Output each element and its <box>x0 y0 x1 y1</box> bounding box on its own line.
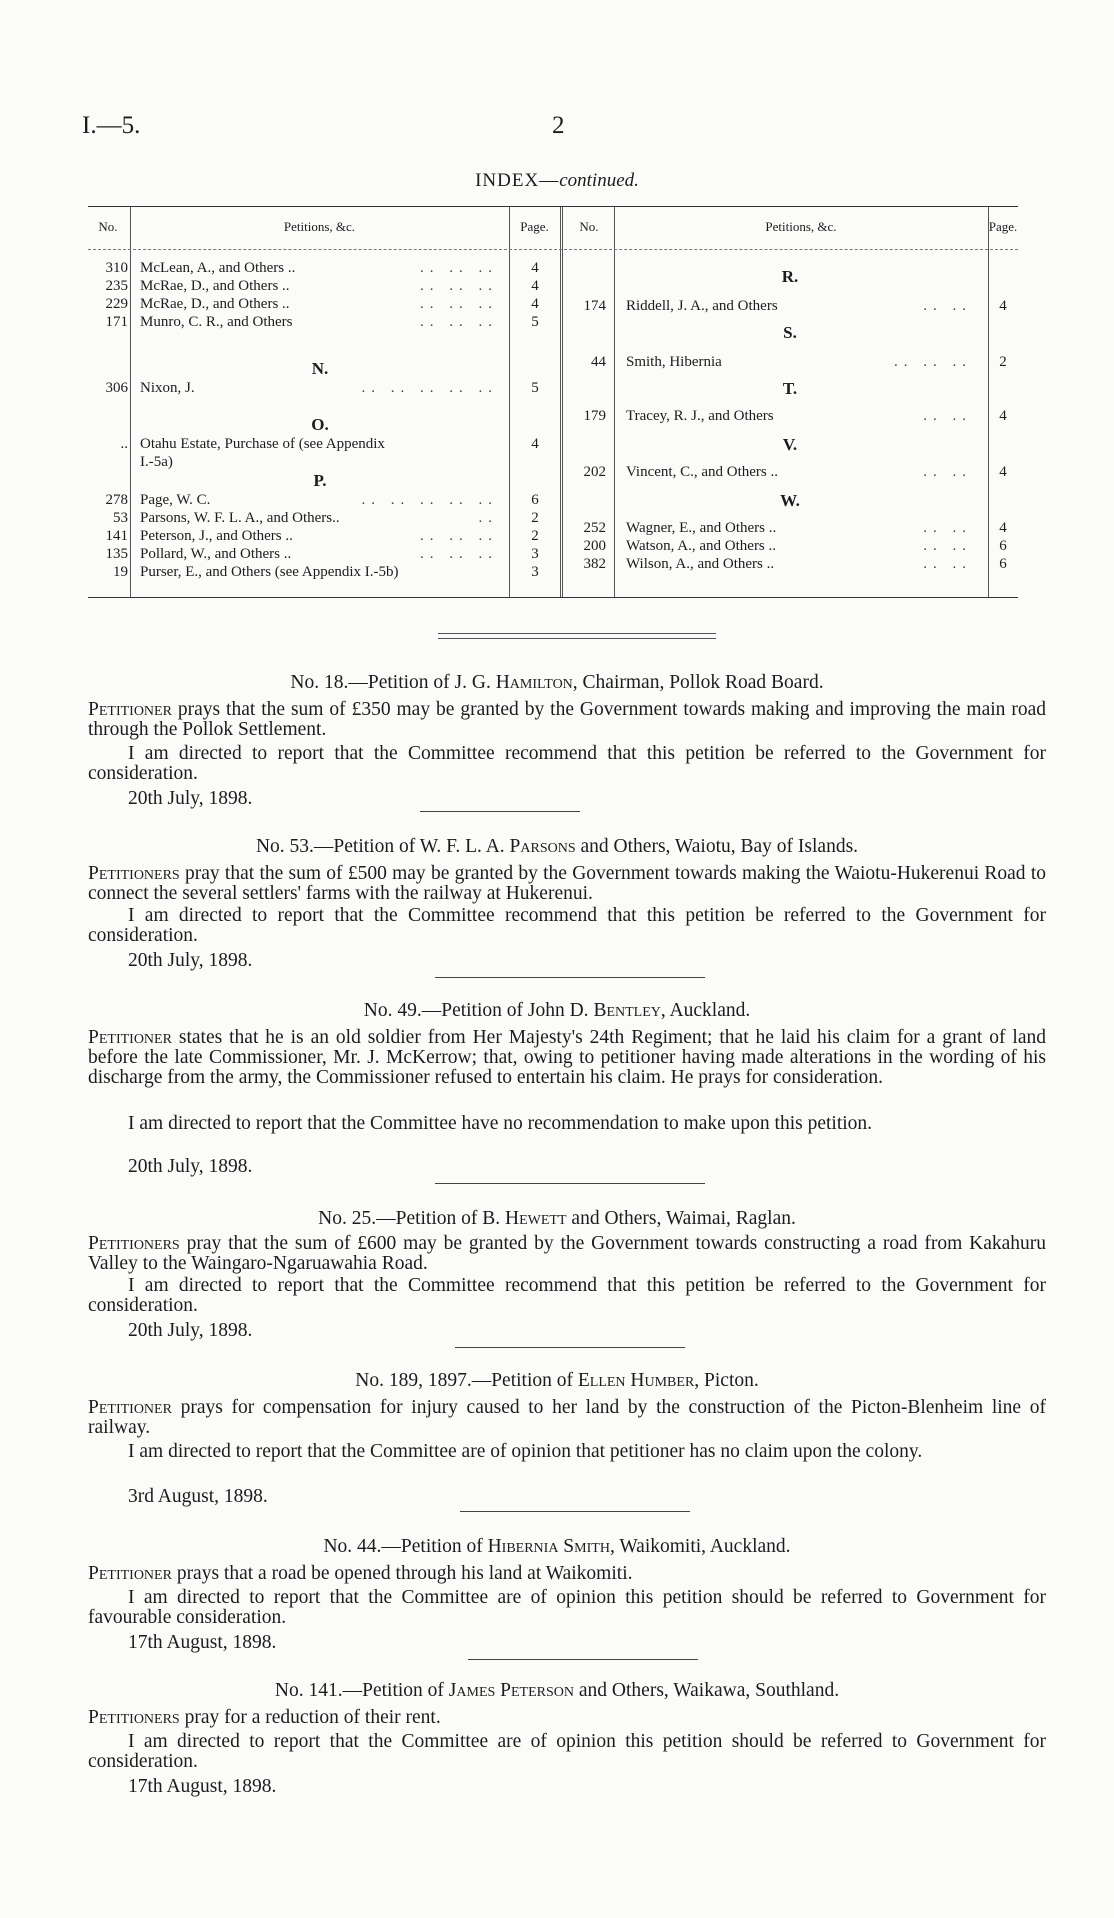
petition-name: Parsons, W. F. L. A., and Others.. <box>140 510 340 526</box>
leader-dots: .. .. .. .. .. <box>361 380 498 396</box>
leader-dots: .. .. .. <box>420 296 498 312</box>
petition-number: 310 <box>105 260 128 276</box>
leader-dots: .. .. .. <box>420 260 498 276</box>
page-ref: 5 <box>531 314 539 330</box>
petition-prayer: Petitioners pray that the sum of £500 may be granted by the Government towards making the Waiotu-Hukerenui Road to connect the several settlers' farms with the railway at Hukerenui. <box>88 863 1046 904</box>
index-row <box>88 491 1018 509</box>
petition-name: Wagner, E., and Others .. <box>626 520 777 536</box>
leader-dots: .. .. <box>923 520 972 536</box>
petition-title: No. 189, 1897.—Petition of Ellen Humber, Picton. <box>355 1370 759 1391</box>
petition-name: Purser, E., and Others (see Appendix I.-5b) <box>140 564 399 580</box>
petition-name: Smith, Hibernia <box>626 354 722 370</box>
index-row <box>88 277 1018 295</box>
petition-number: .. <box>120 436 128 452</box>
leader-dots: .. .. .. <box>420 528 498 544</box>
petition-name: Page, W. C. <box>140 492 211 508</box>
index-row <box>88 259 1018 277</box>
report-date: 20th July, 1898. <box>128 1156 253 1177</box>
petition-number: 171 <box>105 314 128 330</box>
petition-name: McRae, D., and Others .. <box>140 278 290 294</box>
report-date: 3rd August, 1898. <box>128 1486 268 1507</box>
index-row <box>88 407 1018 425</box>
leader-dots: .. .. .. <box>420 314 498 330</box>
committee-report: I am directed to report that the Committee are of opinion this petition should be referred to Government for favourable consideration. <box>88 1587 1046 1628</box>
index-row <box>88 313 1018 331</box>
petition-number: 19 <box>113 564 128 580</box>
leader-dots: .. .. <box>923 556 972 572</box>
index-letter: S. <box>783 323 797 342</box>
petition-name: Pollard, W., and Others .. <box>140 546 292 562</box>
page-ref: 3 <box>531 564 539 580</box>
petition-title: No. 18.—Petition of J. G. Hamilton, Chairman, Pollok Road Board. <box>290 672 824 693</box>
leader-dots: .. .. <box>923 538 972 554</box>
column-header-petitions: Petitions, &c. <box>765 219 837 234</box>
leader-dots: .. .. <box>923 408 972 424</box>
petition-title: No. 44.—Petition of Hibernia Smith, Waikomiti, Auckland. <box>323 1536 791 1557</box>
page-ref: 4 <box>999 298 1007 314</box>
page-ref: 6 <box>999 538 1007 554</box>
petition-number: 229 <box>105 296 128 312</box>
petition-name: Wilson, A., and Others .. <box>626 556 775 572</box>
index-letter: W. <box>780 491 800 510</box>
petition-name: Munro, C. R., and Others <box>140 314 293 330</box>
page-ref: 4 <box>531 296 539 312</box>
petition-prayer: Petitioner prays that a road be opened through his land at Waikomiti. <box>88 1563 633 1584</box>
petition-title: No. 141.—Petition of James Peterson and Others, Waikawa, Southland. <box>274 1680 840 1701</box>
petition-title: No. 49.—Petition of John D. Bentley, Auckland. <box>363 1000 751 1021</box>
page-ref: 3 <box>531 546 539 562</box>
leader-dots: .. <box>478 510 498 526</box>
index-row <box>88 555 1018 573</box>
index-letter: N. <box>311 359 329 378</box>
committee-report: I am directed to report that the Committee have no recommendation to make upon this petition. <box>128 1113 873 1134</box>
index-row <box>88 537 1018 555</box>
petition-number: 235 <box>105 278 128 294</box>
section-rule <box>468 1659 698 1660</box>
petition-name: Watson, A., and Others .. <box>626 538 777 554</box>
petition-prayer: Petitioners pray that the sum of £600 may be granted by the Government towards constructing a road from Kakahuru Valley to the Waingaro-Ngaruawahia Road. <box>88 1233 1046 1274</box>
leader-dots: .. .. <box>923 464 972 480</box>
document-id: I.—5. <box>82 112 141 139</box>
petition-name: McRae, D., and Others .. <box>140 296 290 312</box>
leader-dots: .. .. .. <box>420 278 498 294</box>
column-header-no: No. <box>579 219 599 234</box>
petition-number: 200 <box>583 538 606 554</box>
page-ref: 6 <box>531 492 539 508</box>
petition-prayer: Petitioner prays that the sum of £350 may be granted by the Government towards making and improving the main road through the Pollok Settlement. <box>88 699 1046 740</box>
section-rule <box>455 1347 685 1348</box>
index-row <box>88 435 1018 453</box>
report-date: 17th August, 1898. <box>128 1632 277 1653</box>
column-header-no: No. <box>98 219 118 234</box>
index-letter: P. <box>313 471 327 490</box>
index-row <box>88 297 1018 315</box>
petition-number: 252 <box>583 520 606 536</box>
column-header-page: Page. <box>520 219 549 234</box>
section-rule <box>435 1183 705 1184</box>
leader-dots: .. .. <box>923 298 972 314</box>
index-row <box>88 353 1018 371</box>
report-date: 20th July, 1898. <box>128 1320 253 1341</box>
petition-name: Riddell, J. A., and Others <box>626 298 778 314</box>
page-ref: 2 <box>531 510 539 526</box>
index-letter: O. <box>311 415 329 434</box>
section-divider <box>438 633 716 639</box>
index-letter: V. <box>782 435 798 454</box>
petition-name: McLean, A., and Others .. <box>140 260 296 276</box>
index-table <box>88 206 1018 598</box>
petition-name: I.-5a) <box>140 454 173 470</box>
page-ref: 4 <box>999 464 1007 480</box>
index-title: INDEX—continued. <box>475 170 639 191</box>
section-rule <box>460 1511 690 1512</box>
page-number: 2 <box>552 112 565 139</box>
page-ref: 2 <box>999 354 1007 370</box>
committee-report: I am directed to report that the Committee are of opinion this petition should be referred to Government for consideration. <box>88 1731 1046 1772</box>
report-date: 17th August, 1898. <box>128 1776 277 1797</box>
petition-number: 53 <box>113 510 128 526</box>
leader-dots: .. .. .. .. .. <box>361 492 498 508</box>
leader-dots: .. .. .. <box>894 354 972 370</box>
petition-number: 306 <box>105 380 128 396</box>
index-row <box>88 463 1018 481</box>
index-letter: R. <box>781 267 799 286</box>
petition-title: No. 53.—Petition of W. F. L. A. Parsons and Others, Waiotu, Bay of Islands. <box>255 836 859 857</box>
committee-report: I am directed to report that the Committee recommend that this petition be referred to the Government for consideration. <box>88 905 1046 946</box>
petition-number: 278 <box>105 492 128 508</box>
report-date: 20th July, 1898. <box>128 950 253 971</box>
index-row <box>88 379 1018 397</box>
committee-report: I am directed to report that the Committee are of opinion that petitioner has no claim upon the colony. <box>128 1441 923 1462</box>
petition-prayer: Petitioner prays for compensation for injury caused to her land by the construction of the Picton-Blenheim line of railway. <box>88 1397 1046 1438</box>
page-ref: 2 <box>531 528 539 544</box>
petition-name: Vincent, C., and Others .. <box>626 464 778 480</box>
report-date: 20th July, 1898. <box>128 788 253 809</box>
page-ref: 4 <box>999 520 1007 536</box>
petition-prayer: Petitioner states that he is an old soldier from Her Majesty's 24th Regiment; that he laid his claim for a grant of land before the late Commissioner, Mr. J. McKerrow; that, owing to petitioner having made alterations in the wording of his discharge from the army, the Commissioner refused to entertain his claim. He prays for consideration. <box>88 1027 1046 1088</box>
index-letter: T. <box>782 379 798 398</box>
section-rule <box>420 811 580 812</box>
petition-number: 174 <box>583 298 606 314</box>
page-ref: 4 <box>531 260 539 276</box>
column-header-petitions: Petitions, &c. <box>283 219 356 234</box>
page-ref: 6 <box>999 556 1007 572</box>
petition-number: 141 <box>105 528 128 544</box>
petition-number: 382 <box>583 556 606 572</box>
petition-name: Peterson, J., and Others .. <box>140 528 293 544</box>
petition-number: 44 <box>591 354 606 370</box>
page-ref: 4 <box>531 278 539 294</box>
petition-number: 179 <box>583 408 606 424</box>
petition-title: No. 25.—Petition of B. Hewett and Others, Waimai, Raglan. <box>318 1208 796 1229</box>
petition-number: 135 <box>105 546 128 562</box>
section-rule <box>435 977 705 978</box>
petition-name: Nixon, J. <box>140 380 195 396</box>
page-ref: 5 <box>531 380 539 396</box>
petition-name: Tracey, R. J., and Others <box>626 408 774 424</box>
index-row <box>88 519 1018 537</box>
page-ref: 4 <box>531 436 539 452</box>
column-header-page: Page. <box>988 219 1018 234</box>
petition-name: Otahu Estate, Purchase of (see Appendix <box>140 436 385 452</box>
petition-number: 202 <box>583 464 606 480</box>
header-rule <box>88 249 1018 250</box>
leader-dots: .. .. .. <box>420 546 498 562</box>
petition-prayer: Petitioners pray for a reduction of their rent. <box>88 1707 441 1728</box>
page-ref: 4 <box>999 408 1007 424</box>
committee-report: I am directed to report that the Committee recommend that this petition be referred to the Government for consideration. <box>88 1275 1046 1316</box>
committee-report: I am directed to report that the Committee recommend that this petition be referred to the Government for consideration. <box>88 743 1046 784</box>
